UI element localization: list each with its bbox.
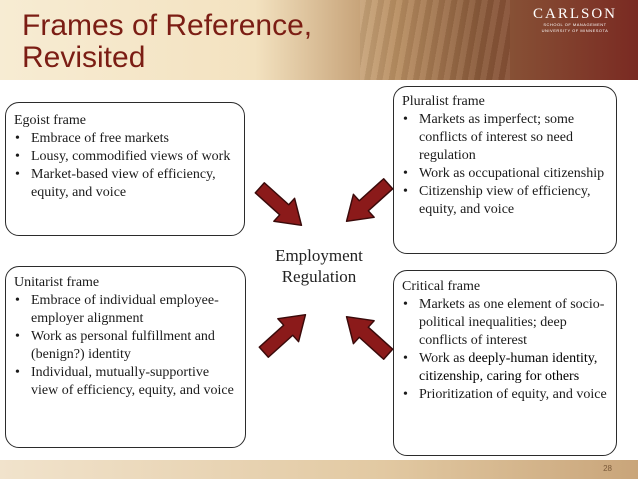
list-item: • Embrace of individual employee-employer alignment <box>14 292 237 328</box>
logo-name: CARLSON <box>532 6 617 22</box>
center-label-line-1: Employment <box>275 246 363 265</box>
list-item <box>402 350 608 386</box>
carlson-logo <box>525 6 625 38</box>
list-item: • Citizenship view of efficiency, equity, and voice <box>402 183 608 219</box>
employment-regulation-label <box>254 245 384 287</box>
footer-bar <box>0 460 638 479</box>
egoist-frame-heading: Egoist frame <box>14 113 86 128</box>
arrow-up-right-icon <box>258 300 316 358</box>
unitarist-frame-list <box>14 292 237 400</box>
logo-university-line: UNIVERSITY OF MINNESOTA <box>541 28 609 33</box>
list-item: • Embrace of free markets <box>14 130 236 148</box>
list-item: • Individual, mutually-supportive view of efficiency, equity, and voice <box>14 364 237 400</box>
list-item: • Markets as imperfect; some conflicts of interest so need regulation <box>402 111 608 165</box>
title-line-1: Frames of Reference, <box>22 9 313 42</box>
critical-item-prefix: Work as <box>419 351 469 366</box>
critical-item-highlight: deeply-human identity, citizenship, caring for others <box>419 351 598 384</box>
arrow-up-left-icon <box>336 302 394 360</box>
list-item: • Prioritization of equity, and voice <box>402 386 608 404</box>
list-item: • Markets as one element of socio-political inequalities; deep conflicts of interest <box>402 296 608 350</box>
arrow-down-right-icon <box>254 182 312 240</box>
egoist-frame-box <box>5 102 245 236</box>
slide-title <box>22 10 402 74</box>
logo-school-line: SCHOOL OF MANAGEMENT <box>543 22 607 27</box>
list-item: • Work as personal fulfillment and (benign?) identity <box>14 328 237 364</box>
critical-frame-heading: Critical frame <box>402 279 481 294</box>
arrow-down-left-icon <box>336 178 394 236</box>
egoist-frame-list <box>14 130 236 202</box>
center-label-line-2: Regulation <box>281 267 357 286</box>
unitarist-frame-box <box>5 266 246 448</box>
list-item: • Work as occupational citizenship <box>402 165 608 183</box>
pluralist-frame-heading: Pluralist frame <box>402 94 485 109</box>
unitarist-frame-heading: Unitarist frame <box>14 275 100 290</box>
critical-frame-box <box>393 270 617 456</box>
pluralist-frame-list <box>402 111 608 219</box>
critical-frame-list <box>402 296 608 404</box>
page-number: 28 <box>603 464 612 473</box>
list-item: • Market-based view of efficiency, equity, and voice <box>14 166 236 202</box>
list-item: • Lousy, commodified views of work <box>14 148 236 166</box>
title-line-2: Revisited <box>22 41 146 74</box>
pluralist-frame-box <box>393 86 617 254</box>
